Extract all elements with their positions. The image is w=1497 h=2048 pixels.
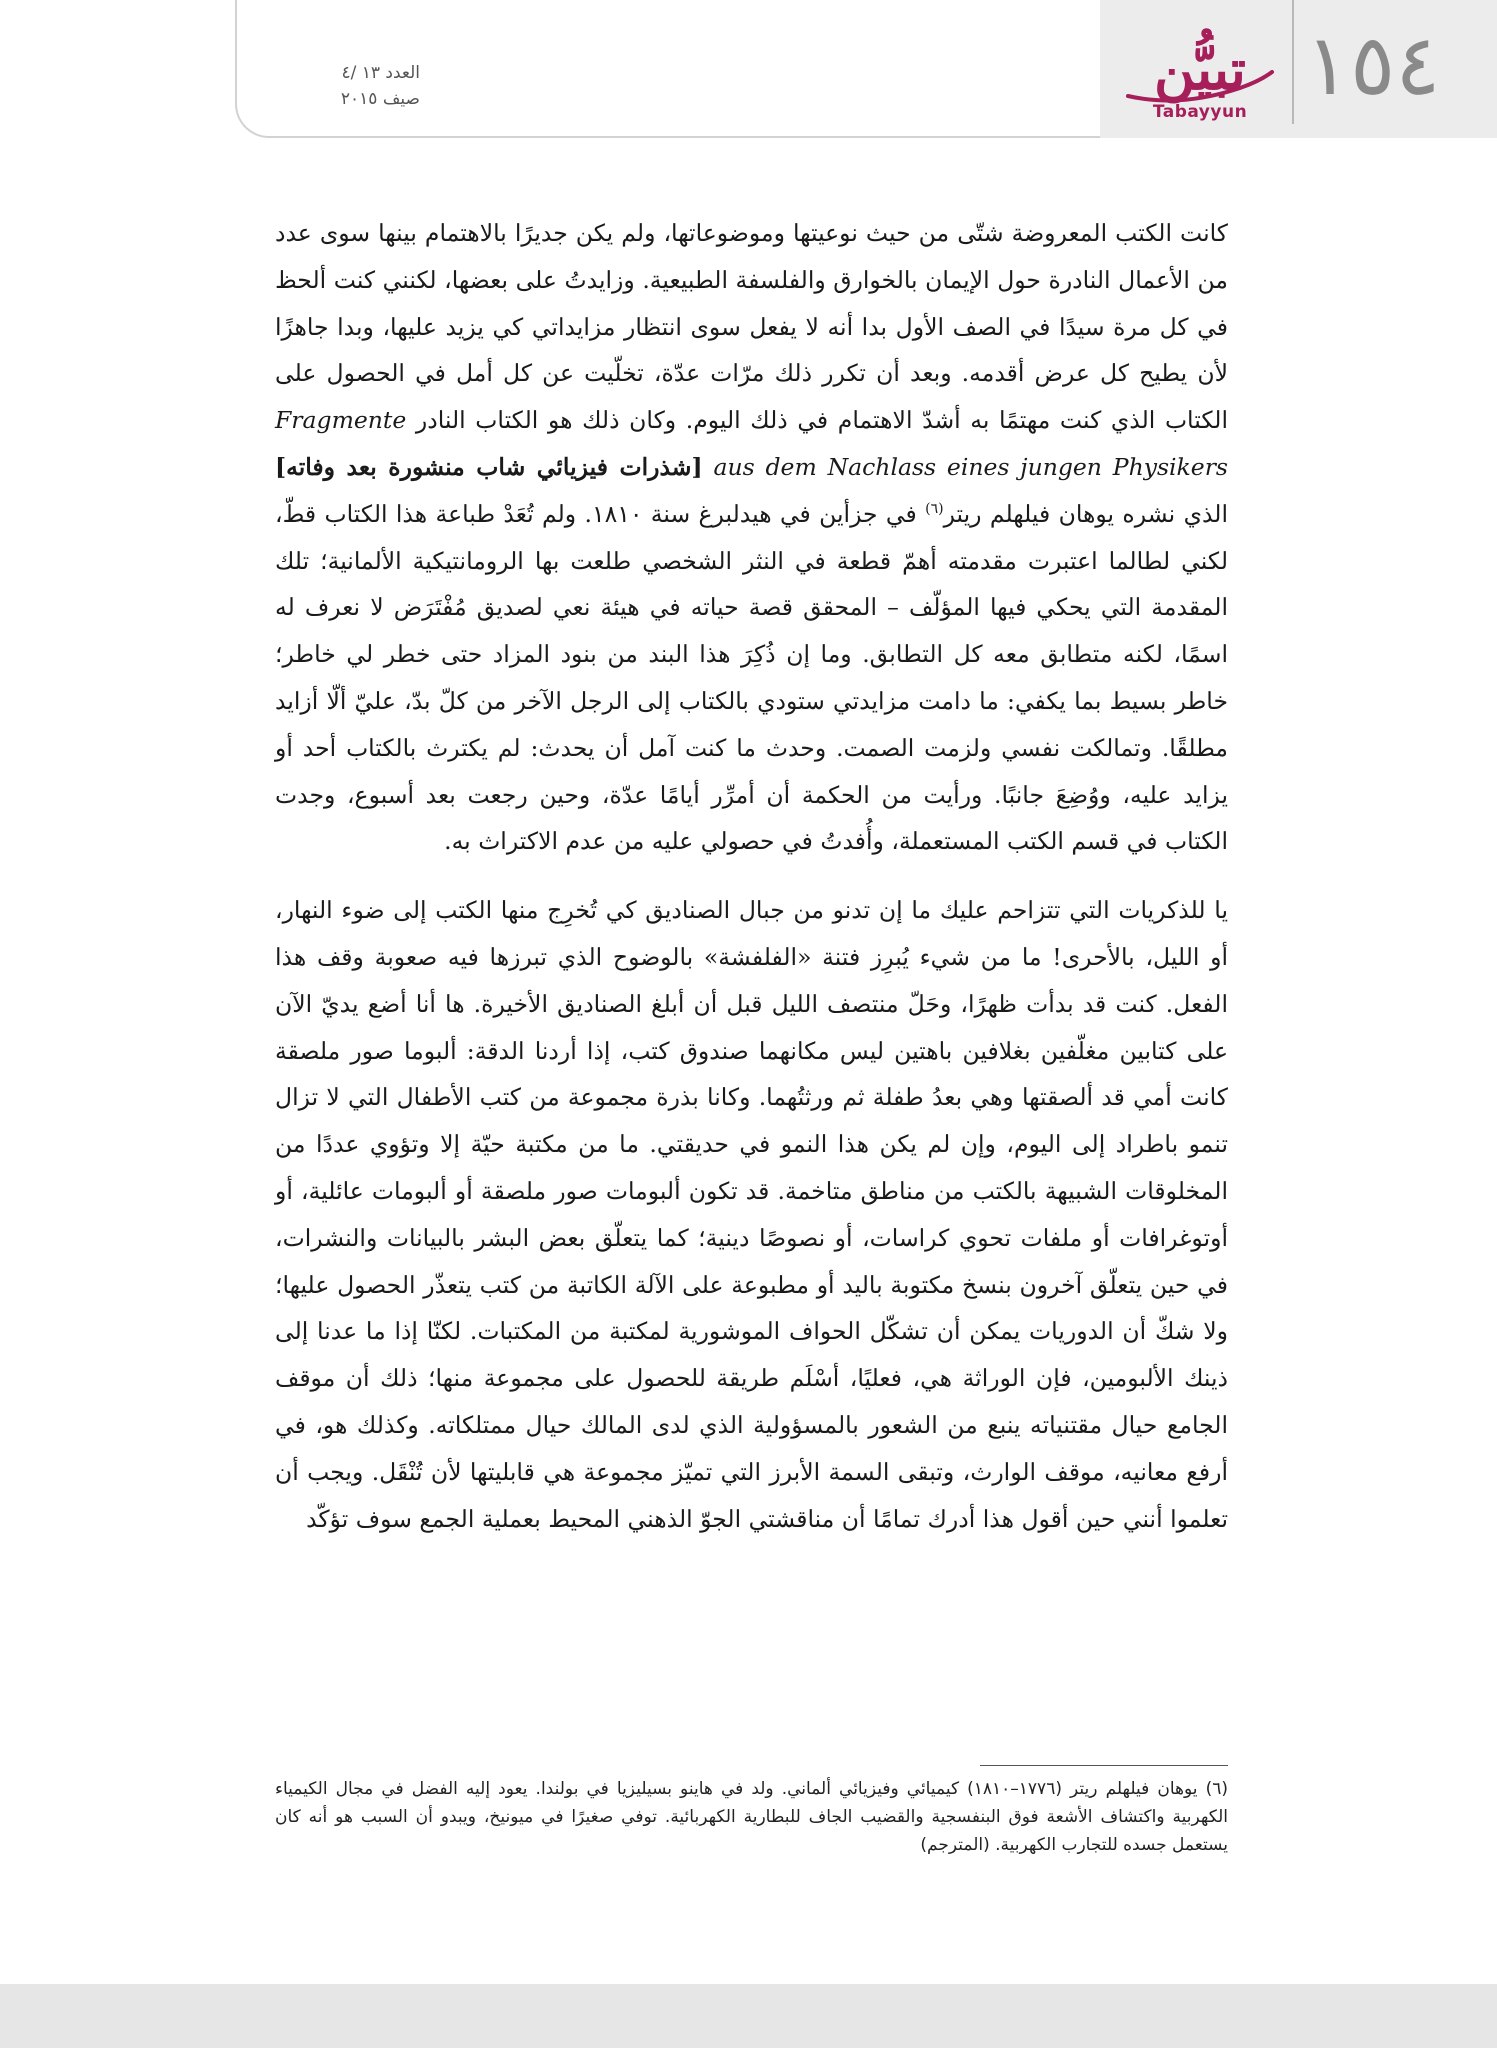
article-body: [275, 210, 1228, 1564]
paragraph-2: يا للذكريات التي تتزاحم عليك ما إن تدنو من جبال الصناديق كي تُخرِج منها الكتب إلى ضوء النهار، أو الليل، بالأحرى! ما من شيء يُبرِز فتنة «الفلفشة» بالوضوح الذي تبرزها فيه صعوبة وقف هذا الفعل. كنت قد بدأت ظهرًا، وحَلّ منتصف الليل قبل أن أبلغ الصناديق الأخيرة. ها أنا أضع يديّ الآن على كتابين مغلّفين بغلافين باهتين ليس مكانهما صندوق كتب، إذا أردنا الدقة: ألبوما صور ملصقة كانت أمي قد ألصقتها وهي بعدُ طفلة ثم ورثتُهما. وكانا بذرة مجموعة من كتب الأطفال التي لا تزال تنمو باطراد إلى اليوم، وإن لم يكن هذا النمو في حديقتي. ما من مكتبة حيّة إلا وتؤوي عددًا من المخلوقات الشبيهة بالكتب من مناطق متاخمة. قد تكون ألبومات صور ملصقة أو ألبومات عائلية، أو أوتوغرافات أو ملفات تحوي كراسات، أو نصوصًا دينية؛ كما يتعلّق بعض البشر بالبيانات والنشرات، في حين يتعلّق آخرون بنسخ مكتوبة باليد أو مطبوعة على الآلة الكاتبة من كتب يتعذّر الحصول عليها؛ ولا شكّ أن الدوريات يمكن أن تشكّل الحواف الموشورية لمكتبة من المكتبات. لكنّا إذا ما عدنا إلى ذينك الألبومين، فإن الوراثة هي، فعليًا، أسْلَم طريقة للحصول على مجموعة منها؛ ذلك أن موقف الجامع حيال مقتنياته ينبع من الشعور بالمسؤولية الذي لدى المالك حيال ممتلكاته. وكذلك هو، في أرفع معانيه، موقف الوارث، وتبقى السمة الأبرز التي تميّز مجموعة هي قابليتها لأن تُنْقَل. ويجب أن تعلموا أنني حين أقول هذا أدرك تمامًا أن مناقشتي الجوّ الذهني المحيط بعملية الجمع سوف تؤكّد: [275, 896, 1228, 1533]
page-header: [0, 0, 1497, 140]
book-title-german: Fragmente aus dem Nachlass eines jungen Physikers: [275, 406, 1228, 481]
page-number: ١٥٤: [1305, 16, 1441, 114]
logo-arabic: تبيُّن: [1153, 37, 1246, 103]
page-bottom-band: [0, 1984, 1497, 2048]
paragraph-1-part-a: كانت الكتب المعروضة شتّى من حيث نوعيتها وموضوعاتها، ولم يكن جديرًا بالاهتمام بينها سوى عدد من الأعمال النادرة حول الإيمان بالخوارق والفلسفة الطبيعية. وزايدتُ على بعضها، لكنني كنت ألحظ في كل مرة سيدًا في الصف الأول بدا أنه لا يفعل سوى انتظار مزايداتي كي يزيد عليها، وبدا جاهزًا لأن يطيح كل عرض أقدمه. وبعد أن تكرر ذلك مرّات عدّة، تخلّيت عن كل أمل في الحصول على الكتاب الذي كنت مهتمًا به أشدّ الاهتمام في ذلك اليوم. وكان ذلك هو الكتاب النادر: [275, 219, 1228, 435]
paragraph-1: [275, 210, 1228, 865]
journal-logo: [1120, 37, 1280, 128]
logo-latin: Tabayyun: [1152, 102, 1248, 122]
issue-season: صيف ٢٠١٥: [340, 89, 420, 109]
issue-number: العدد ١٣ /٤: [341, 63, 420, 83]
footnote-reference[interactable]: (٦): [925, 500, 944, 517]
logo-divider: [1292, 0, 1294, 124]
paragraph-1-part-c: في جزأين في هيدلبرغ سنة ١٨١٠. ولم تُعَدْ طباعة هذا الكتاب قطّ، لكني لطالما اعتبرت مقدمته أهمّ قطعة في النثر الشخصي طلعت بها الرومانتيكية الألمانية؛ تلك المقدمة التي يحكي فيها المؤلّف – المحقق قصة حياته في هيئة نعي لصديق مُفْتَرَض لا نعرف له اسمًا، لكنه متطابق معه كل التطابق. وما إن ذُكِرَ هذا البند من بنود المزاد حتى خطر لي خاطر؛ خاطر بسيط بما يكفي: ما دامت مزايدتي ستودي بالكتاب إلى الرجل الآخر من كلّ بدّ، عليّ ألّا أزايد مطلقًا. وتمالكت نفسي ولزمت الصمت. وحدث ما كنت آمل أن يحدث: لم يكترث بالكتاب أحد أو يزايد عليه، ووُضِعَ جانبًا. ورأيت من الحكمة أن أمرِّر أيامًا عدّة، وحين رجعت بعد أسبوع، وجدت الكتاب في قسم الكتب المستعملة، وأُفدتُ في حصولي عليه من عدم الاكتراث به.: [275, 499, 1228, 856]
book-title-arabic: [شذرات فيزيائي شاب منشورة بعد وفاته]: [275, 452, 703, 481]
paragraph-1-part-b: الذي نشره يوهان فيلهلم ريتر: [943, 499, 1228, 528]
footnote-6: (٦) يوهان فيلهلم ريتر (١٧٧٦–١٨١٠) كيميائي وفيزيائي ألماني. ولد في هاينو بسيليزيا في بولندا. يعود إليه الفضل في مجال الكيمياء الكهربية واكتشاف الأشعة فوق البنفسجية والقضيب الجاف للبطارية الكهربائية. توفي صغيرًا في ميونيخ، ويبدو أن السبب هو أنه كان يستعمل جسده للتجارب الكهربية. (المترجم): [275, 1779, 1228, 1855]
footnote-divider: [980, 1765, 1228, 1766]
issue-info: [270, 60, 420, 112]
